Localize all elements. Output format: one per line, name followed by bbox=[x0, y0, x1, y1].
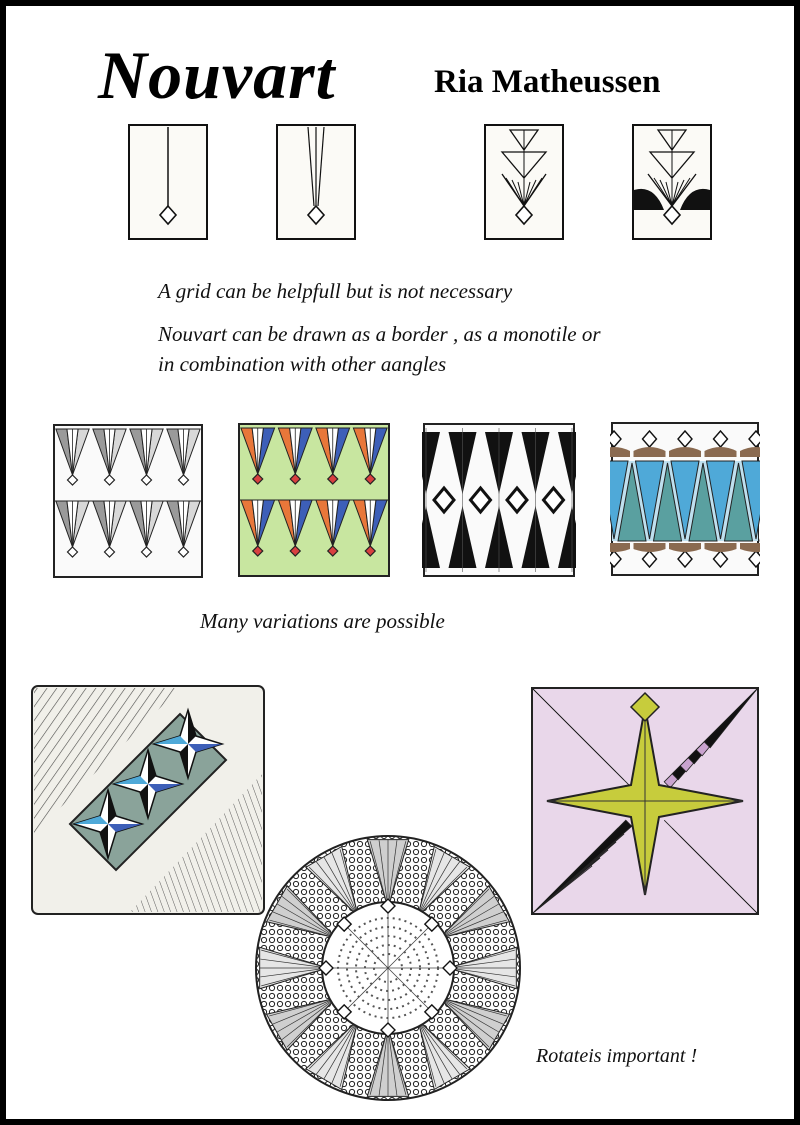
step-1-drawing bbox=[126, 122, 212, 244]
step-2-drawing bbox=[274, 122, 360, 244]
grayscale-fan-tile bbox=[52, 423, 204, 579]
colored-fan-tile bbox=[237, 422, 391, 578]
author-name: Ria Matheussen bbox=[434, 64, 661, 100]
blue-triangle-tile bbox=[610, 421, 760, 577]
star-example-tile bbox=[529, 685, 761, 917]
rotate-note: Rotateis important ! bbox=[536, 1045, 698, 1067]
black-diamond-tile bbox=[422, 422, 576, 578]
diagonal-example-tile bbox=[30, 684, 266, 916]
step-3-drawing bbox=[482, 122, 568, 244]
page-title: Nouvart bbox=[98, 37, 336, 113]
round-example-tile bbox=[252, 832, 524, 1104]
variations-note: Many variations are possible bbox=[200, 609, 445, 633]
grid-note: A grid can be helpfull but is not necessary bbox=[158, 279, 513, 303]
uses-note-line-1: Nouvart can be drawn as a border , as a monotile or bbox=[158, 322, 601, 346]
step-4-drawing bbox=[630, 122, 716, 244]
uses-note-line-2: in combination with other aangles bbox=[158, 352, 447, 376]
